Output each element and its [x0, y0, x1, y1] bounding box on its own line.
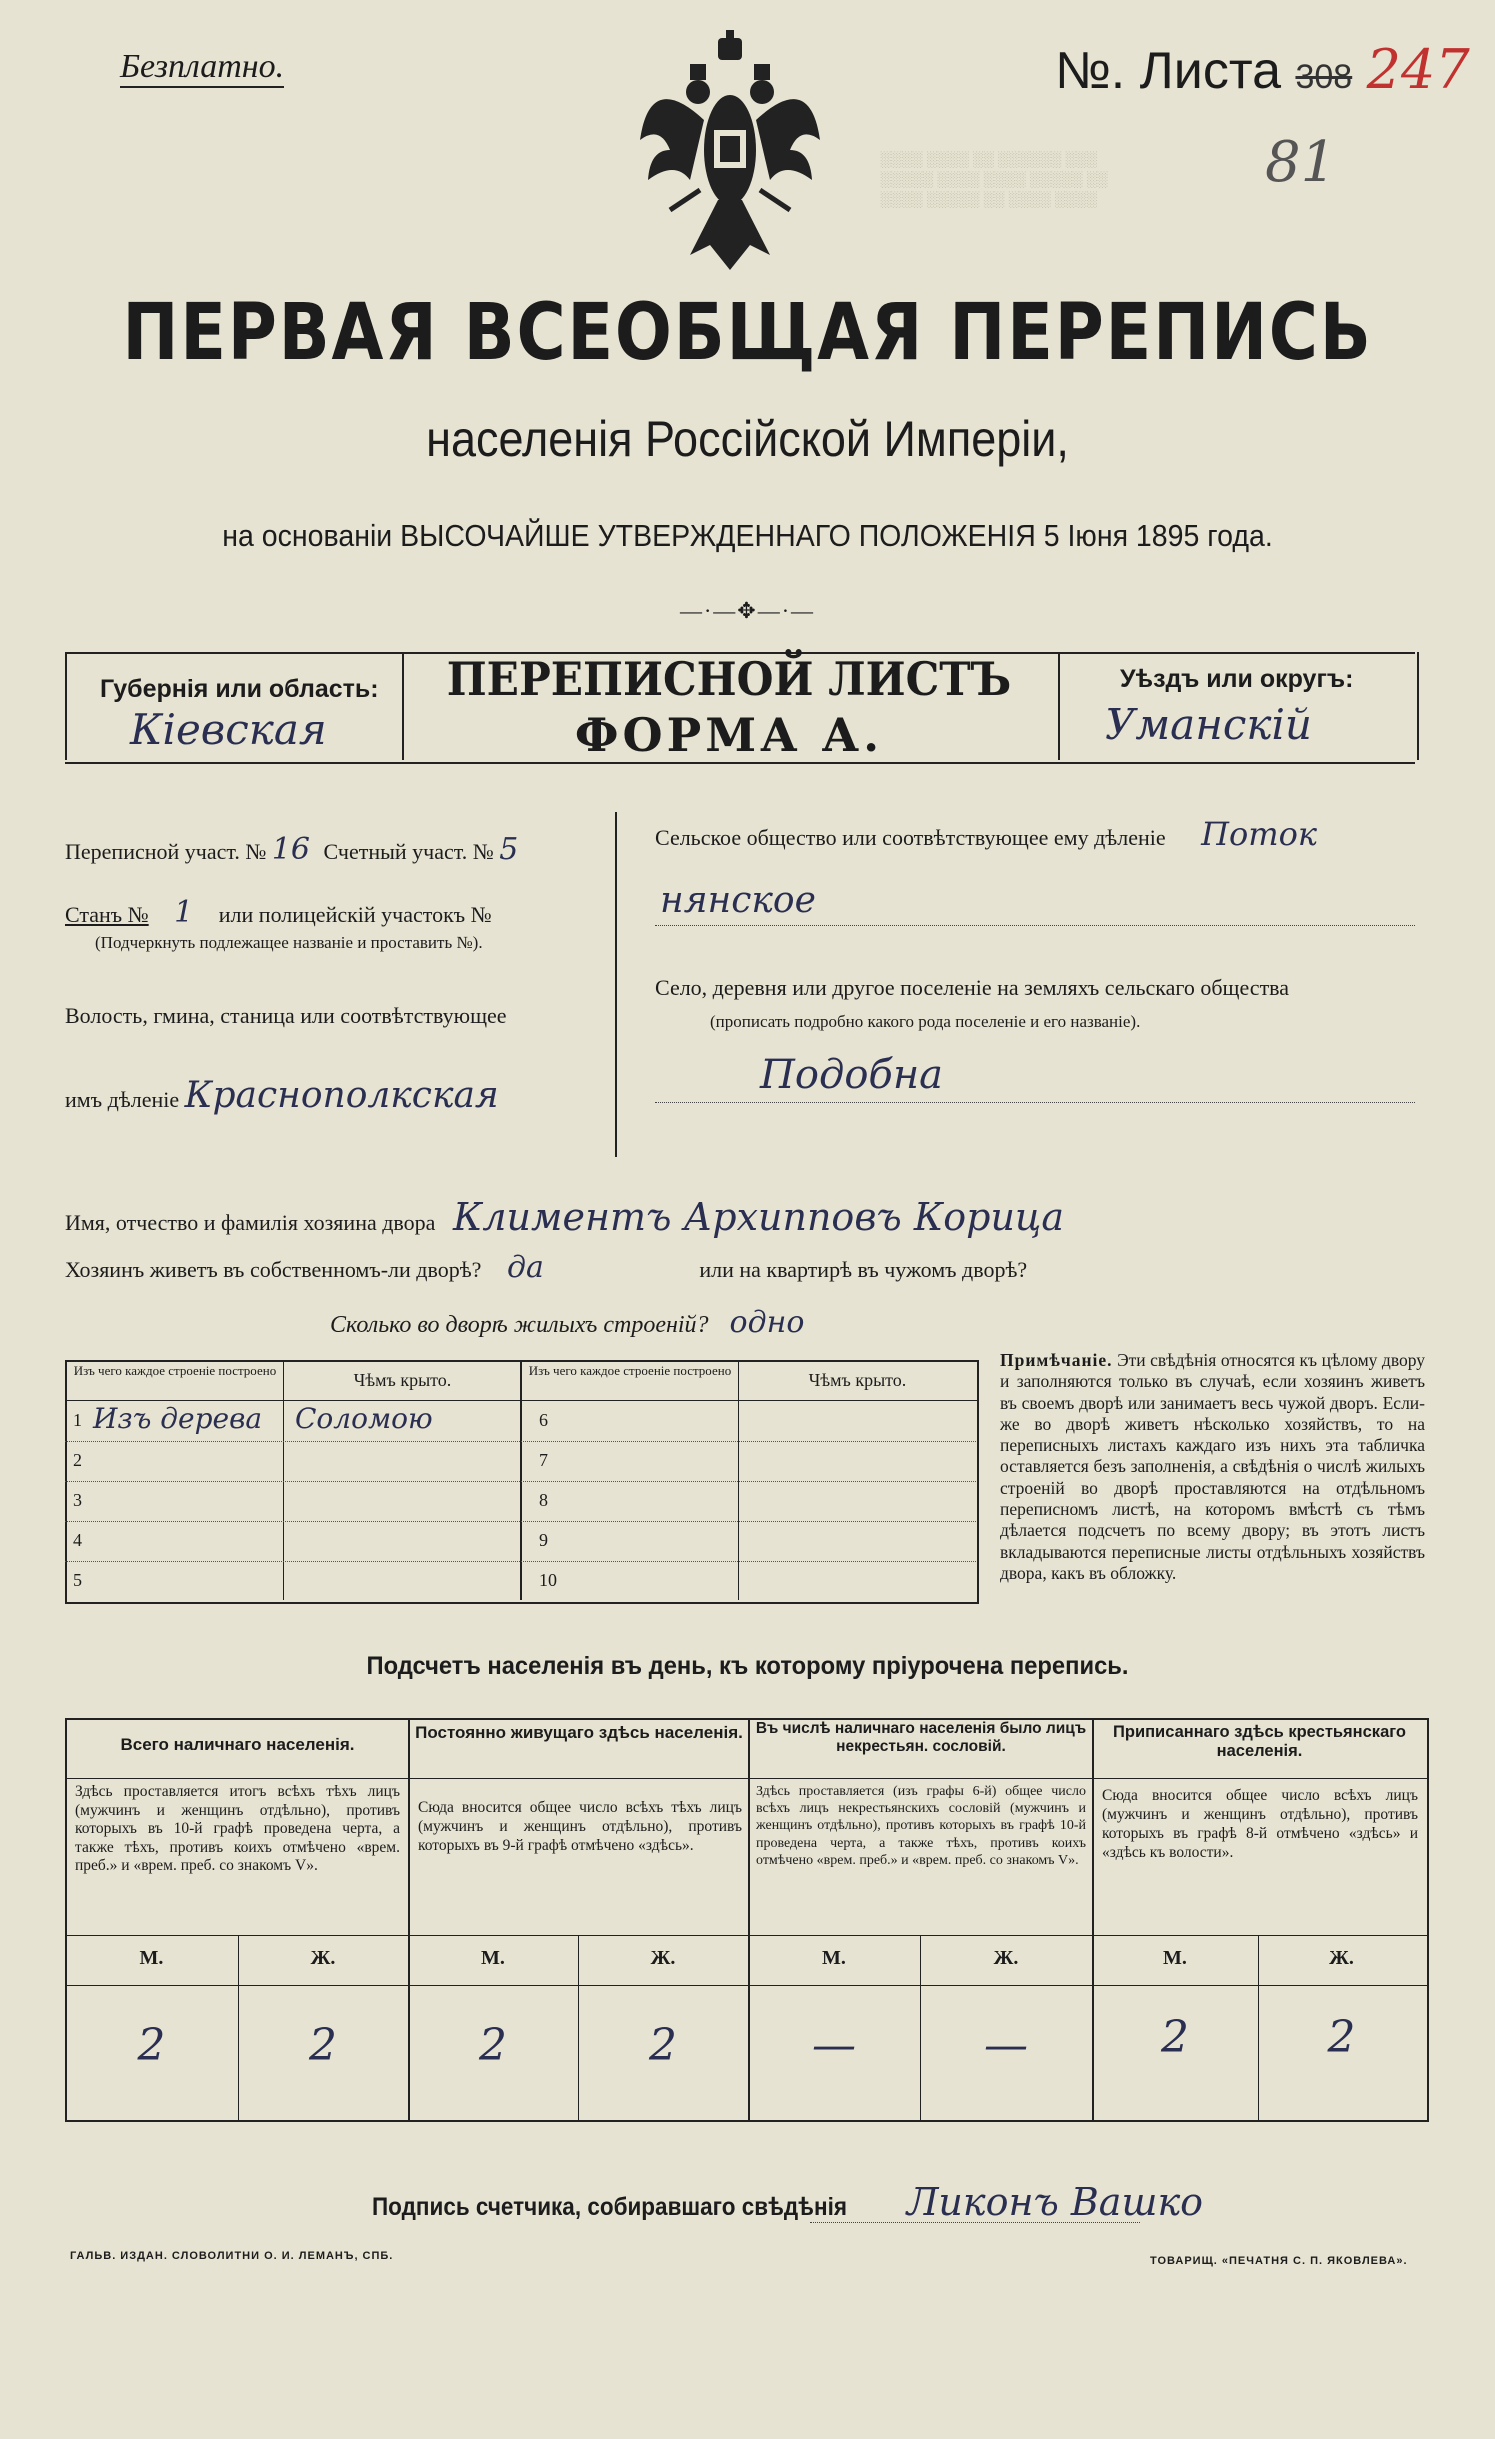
village-label: Село, деревня или другое поселеніе на земляхъ сельскаго общества [655, 975, 1290, 1000]
row-number: 7 [539, 1450, 548, 1470]
sheet-number-old: 308 [1295, 58, 1353, 96]
zh-label-1: Ж. [310, 1947, 336, 1969]
double-headed-eagle-icon [630, 30, 830, 275]
col-built-header-left: Изъ чего каждое строеніе построено [73, 1363, 277, 1378]
table-row [65, 1521, 520, 1561]
column-divider [615, 812, 617, 1157]
society-value-1: Поток [1201, 815, 1318, 853]
pop-col-2-desc: Сюда вносится общее число всѣхъ тѣхъ лицъ (мужчинъ и женщинъ отдѣльно), противъ которыхъ въ 9-й графѣ отмѣчено «здѣсь». [418, 1799, 742, 1854]
page-title: ПЕРВАЯ ВСЕОБЩАЯ ПЕРЕПИСЬ [122, 288, 1373, 378]
m-label-1: М. [139, 1947, 164, 1969]
uezd-label: Уѣздъ или округъ: [1120, 665, 1354, 693]
buildings-label: Сколько во дворѣ жилыхъ строеній? [330, 1312, 709, 1338]
zh-label-4: Ж. [1329, 1947, 1354, 1969]
table-row [521, 1402, 976, 1441]
buildings-value: одно [729, 1305, 805, 1340]
row-number: 3 [73, 1490, 82, 1510]
note-title: Примѣчаніе. [1000, 1350, 1113, 1370]
page-subtitle: населенія Россійской Имперіи, [426, 411, 1069, 467]
stan-row [65, 895, 492, 930]
form-subtitle: ФОРМА А. [574, 708, 884, 762]
stan-label: Станъ № [65, 902, 149, 927]
m-label-2: М. [481, 1947, 505, 1969]
population-hline [65, 1935, 1427, 1936]
m-label-4: М. [1163, 1947, 1187, 1969]
uezd-value: Уманскій [1105, 700, 1312, 749]
pop-col-1-desc: Здѣсь проставляется итогъ всѣхъ тѣхъ лицъ (мужчинъ и женщинъ отдѣльно), противъ которыхъ въ 10-й графѣ проведена черта, а также тѣхъ, противъ коихъ отмѣчено «врем. преб.» и «врем. преб. со знакомъ V». [75, 1783, 400, 1874]
census-district-label: Переписной участ. № [65, 839, 267, 864]
population-heading: Подсчетъ населенія въ день, къ которому пріурочена перепись. [366, 1652, 1129, 1680]
buildings-table-hline [65, 1400, 977, 1401]
row-number: 9 [539, 1530, 548, 1550]
printer-right: ТОВАРИЩ. «ПЕЧАТНЯ С. П. ЯКОВЛЕВА». [1150, 2255, 1408, 2267]
volost-label: Волость, гмина, станица или соотвѣтствующее [65, 1003, 507, 1028]
signature-row [372, 2180, 1203, 2224]
own-yard-value: да [506, 1250, 544, 1285]
table-row [521, 1481, 976, 1521]
row-number: 10 [539, 1570, 557, 1590]
pop-col-3-title: Въ числѣ наличнаго населенія было лицъ некрестьян. сословій. [755, 1720, 1087, 1755]
owner-name-row [65, 1195, 1064, 1239]
basis-line: на основаніи ВЫСОЧАЙШЕ УТВЕРЖДЕННАГО ПОЛОЖЕНІЯ 5 Іюня 1895 года. [222, 518, 1273, 553]
table-row [521, 1521, 976, 1561]
village-value: Подобна [760, 1052, 944, 1098]
population-hline [65, 1778, 1427, 1779]
row-number: 8 [539, 1490, 548, 1510]
society-label: Сельское общество или соотвѣтствующее ему дѣленіе [655, 825, 1166, 850]
village-note: (прописать подробно какого рода поселеніе и его названіе). [710, 1012, 1141, 1031]
form-title: ПЕРЕПИСНОЙ ЛИСТЪ [446, 652, 1012, 706]
pop-value-m-1: 2 [137, 2020, 166, 2071]
row-roof: Соломою [295, 1402, 433, 1435]
zh-label-2: Ж. [650, 1947, 676, 1969]
owner-name-value: Климентъ Архипповъ Корица [452, 1195, 1065, 1239]
row-number: 1 [73, 1410, 82, 1430]
pop-value-m-3: — [812, 2020, 856, 2071]
printer-left: ГАЛЬВ. ИЗДАН. СЛОВОЛИТНИ О. И. ЛЕМАНЪ, СПБ. [70, 2250, 394, 2262]
table-row [65, 1481, 520, 1521]
underline-note: (Подчеркнуть подлежащее названіе и проставить №). [95, 933, 483, 952]
society-blank-line [655, 925, 1415, 926]
pop-value-zh-2: 2 [649, 2020, 677, 2071]
note-text: Эти свѣдѣнія относятся къ цѣлому двору и заполняются только въ случаѣ, если хозяинъ живетъ въ своемъ дворѣ или занимаетъ весь чужой дворъ. Если-же во дворѣ живетъ нѣсколько хозяйствъ, то на переписныхъ листахъ каждаго изъ нихъ эта табличка оставляется безъ заполненія, а свѣдѣнія о числѣ жилыхъ строеній во дворѣ проставляются на отдѣльномъ переписномъ листѣ, на которомъ вмѣстѣ съ тѣмъ дѣлается подсчетъ по всему двору; въ этотъ листъ вкладываются переписные листы отдѣльныхъ хозяйствъ двора, какъ въ обложку. [1000, 1350, 1426, 1583]
col-roof-header-right: Чѣмъ крыто. [808, 1370, 907, 1390]
volost-label-2: имъ дѣленіе [65, 1087, 180, 1112]
census-district-row [65, 832, 518, 867]
m-label-3: М. [822, 1947, 846, 1969]
society-row [655, 815, 1317, 853]
zh-label-3: Ж. [993, 1947, 1019, 1969]
sheet-number-new: 247 [1366, 38, 1470, 101]
signature-line [810, 2222, 1140, 2223]
own-yard-label: Хозяинъ живетъ въ собственномъ-ли дворѣ? [65, 1257, 482, 1282]
population-hline [65, 1985, 1427, 1986]
buildings-rows-left [65, 1402, 520, 1601]
guberniya-label: Губернія или область: [100, 675, 379, 703]
table-row [65, 1402, 520, 1441]
col-built-header-right: Изъ чего каждое строеніе построено [528, 1363, 732, 1378]
sheet-number-text: №. Листа [1055, 42, 1282, 100]
note-block [1000, 1350, 1425, 1584]
row-number: 6 [539, 1410, 548, 1430]
col-roof-header-left: Чѣмъ крыто. [353, 1370, 452, 1390]
row-built: Изъ дерева [93, 1402, 263, 1435]
row-number: 2 [73, 1450, 82, 1470]
free-label: Безплатно. [120, 48, 284, 88]
sheet-number-pencil: 81 [1265, 130, 1337, 195]
table-row [521, 1441, 976, 1481]
village-blank-line [655, 1102, 1415, 1103]
police-label: или полицейскій участокъ № [218, 902, 492, 927]
guberniya-value: Кіевская [130, 705, 327, 754]
signature-value: Ликонъ Вашко [906, 2180, 1204, 2224]
buildings-rows-right [521, 1402, 976, 1601]
pop-col-3-desc: Здѣсь проставляется (изъ графы 6-й) общее число всѣхъ лицъ некрестьянскихъ сословій (мужчинъ и женщинъ отдѣльно), противъ которыхъ въ графѣ 10-й проведена черта, а также тѣхъ, противъ коихъ отмѣчено «врем. преб.» и «врем. преб. со знакомъ V». [756, 1784, 1086, 1868]
volost-row [65, 1075, 585, 1116]
buildings-row [330, 1305, 804, 1340]
owner-name-label: Имя, отчество и фамилія хозяина двора [65, 1210, 436, 1235]
sheet-number-label [1055, 38, 1470, 101]
stan-value: 1 [174, 895, 194, 930]
volost-value: Краснополкская [184, 1075, 499, 1116]
pop-value-m-2: 2 [479, 2020, 507, 2071]
pop-value-m-4: 2 [1161, 2012, 1189, 2063]
pop-col-4-desc: Сюда вносится общее число всѣхъ лицъ (мужчинъ и женщинъ отдѣльно), противъ которыхъ въ графѣ 8-й отмѣчено «здѣсь» и «здѣсь къ волости». [1102, 1787, 1418, 1861]
table-row [65, 1441, 520, 1481]
ornament-divider: —·—✥—·— [679, 598, 816, 623]
rented-label: или на квартирѣ въ чужомъ дворѣ? [699, 1257, 1028, 1282]
row-number: 5 [73, 1570, 82, 1590]
row-number: 4 [73, 1530, 82, 1550]
pop-col-1-title: Всего наличнаго населенія. [120, 1735, 355, 1754]
bleed-through-text: ░░░░ ░░░░ ░░ ░░░░░░ ░░░ ░░░░░ ░░░░ ░░░░ ░░░░░ ░░ ░░░░ ░░░░░ ░░ ░░░░ ░░░░ [880, 152, 1108, 208]
own-yard-row [65, 1250, 1195, 1285]
society-value-2: нянское [660, 880, 816, 921]
table-row [65, 1561, 520, 1601]
census-district-value: 16 [271, 832, 311, 867]
pop-value-zh-3: — [984, 2020, 1028, 2071]
table-row [521, 1561, 976, 1601]
count-district-value: 5 [499, 832, 519, 867]
pop-col-2-title: Постоянно живущаго здѣсь населенія. [415, 1723, 743, 1742]
pop-value-zh-1: 2 [309, 2020, 337, 2071]
pop-value-zh-4: 2 [1327, 2012, 1356, 2063]
signature-label: Подпись счетчика, собиравшаго свѣдѣнія [372, 2193, 847, 2221]
pop-col-4-title: Приписаннаго здѣсь крестьянскаго населенія. [1113, 1723, 1406, 1760]
count-district-label: Счетный участ. № [323, 839, 494, 864]
